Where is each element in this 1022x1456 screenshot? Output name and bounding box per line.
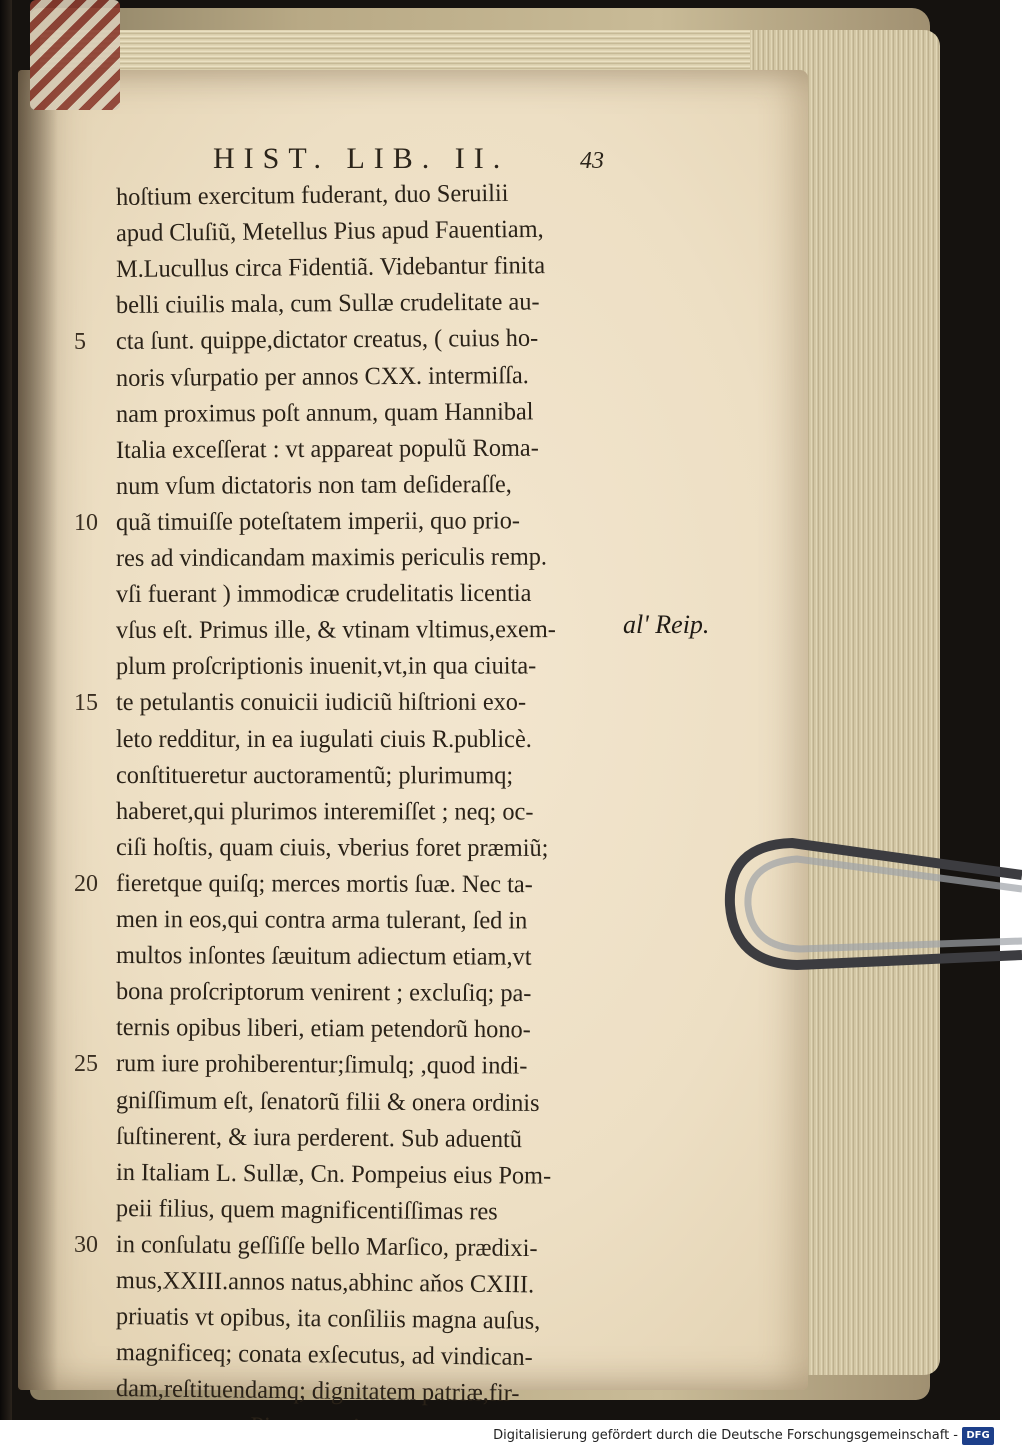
text-line: priuatis vt opibus, ita conſiliis magna auſus, <box>115 1303 541 1335</box>
dfg-logo: DFG <box>962 1427 994 1445</box>
text-line: apud Cluſiũ, Metellus Pius apud Fauentiam, <box>115 215 544 248</box>
text-line: noris vſurpatio per annos CXX. intermiſſa. <box>115 361 529 392</box>
text-line: rum iure prohiberentur;ſimulq; ,quod indi- <box>115 1050 528 1080</box>
line-number: 10 <box>74 509 98 536</box>
text-block <box>18 70 808 1408</box>
text-line: M.Lucullus circa Fidentiã. Videbantur finita <box>115 252 546 284</box>
line-number: 15 <box>74 690 98 717</box>
text-line: in Italiam L. Sullæ, Cn. Pompeius eius Pom- <box>115 1158 552 1190</box>
text-line: magnificeq; conata exſecutus, ad vindican- <box>115 1339 533 1372</box>
text-line: vſi fuerant ) immodicæ crudelitatis licentia <box>115 579 532 609</box>
gutter-shadow <box>18 70 58 1390</box>
text-line: plum proſcriptionis inuenit,vt,in qua ciuita- <box>115 652 537 681</box>
line-number: 25 <box>74 1051 98 1078</box>
text-line: men in eos,qui contra arma tulerant, ſed in <box>115 906 528 935</box>
line-number: 30 <box>74 1231 98 1258</box>
text-line: conſtitueretur auctoramentũ; plurimumq; <box>115 761 514 789</box>
text-line: leto redditur, in ea iugulati ciuis R.publicè. <box>116 725 532 753</box>
running-head: HIST. LIB. II. <box>213 142 510 175</box>
text-line: te petulantis conuicii iudiciũ hiſtrioni exo- <box>115 689 527 717</box>
text-line: nam proximus poſt annum, quam Hannibal <box>115 397 534 428</box>
line-number: 20 <box>74 870 98 897</box>
text-line: gniſſimum eſt, ſenatorũ filii & onera ordinis <box>115 1086 540 1117</box>
bookmark-ribbon <box>30 0 120 110</box>
text-line: multos inſontes ſæuitum adiectum etiam,vt <box>115 942 532 971</box>
text-line: ſuſtinerent, & iura perderent. Sub aduentũ <box>115 1122 523 1153</box>
text-line: in conſulatu geſſiſſe bello Marſico, prædixi- <box>115 1230 538 1263</box>
text-line: mus,XXIII.annos natus,abhinc aňos CXIII. <box>115 1267 535 1299</box>
text-line: vſus eſt. Primus ille, & vtinam vltimus,exem- <box>115 616 556 645</box>
text-line: peii filius, quem magnificentiſſimas res <box>115 1194 498 1226</box>
text-line: cta ſunt. quippe,dictator creatus, ( cuius ho- <box>115 325 539 356</box>
text-line: dam,reſtituendamq; dignitatem patriæ,fir- <box>115 1375 520 1408</box>
text-line: fieretque quiſq; merces mortis ſuæ. Nec ta- <box>115 869 533 899</box>
footer-bar <box>0 1420 1000 1456</box>
margin-annotation: al' Reip. <box>623 610 710 639</box>
text-line: num vſum dictatoris non tam deſideraſſe, <box>115 470 512 500</box>
text-line: ternis opibus liberi, etiam petendorũ hono- <box>115 1014 531 1044</box>
book-page <box>18 70 808 1408</box>
text-line: hoſtium exercitum fuderant, duo Seruilii <box>115 179 509 211</box>
line-number: 5 <box>74 329 86 356</box>
funding-credit: Digitalisierung gefördert durch die Deutsche Forschungsgemeinschaft - <box>493 1428 958 1443</box>
text-line: haberet,qui plurimos interemiſſet ; neq; oc- <box>115 797 534 826</box>
text-line: res ad vindicandam maximis periculis remp. <box>115 543 548 572</box>
text-line: Italia exceſſerat : vt appareat populũ Roma- <box>115 434 539 464</box>
tweezers-icon <box>722 835 1022 985</box>
page-number: 43 <box>580 148 604 174</box>
text-line: bona proſcriptorum venirent ; excluſiq; pa- <box>115 978 532 1008</box>
text-line: ciſi hoſtis, quam ciuis, vberius foret præmiũ; <box>115 833 549 862</box>
text-line: belli ciuilis mala, cum Sullæ crudelitate au- <box>115 288 540 320</box>
text-line: quã timuiſſe poteſtatem imperii, quo prio- <box>115 507 521 536</box>
